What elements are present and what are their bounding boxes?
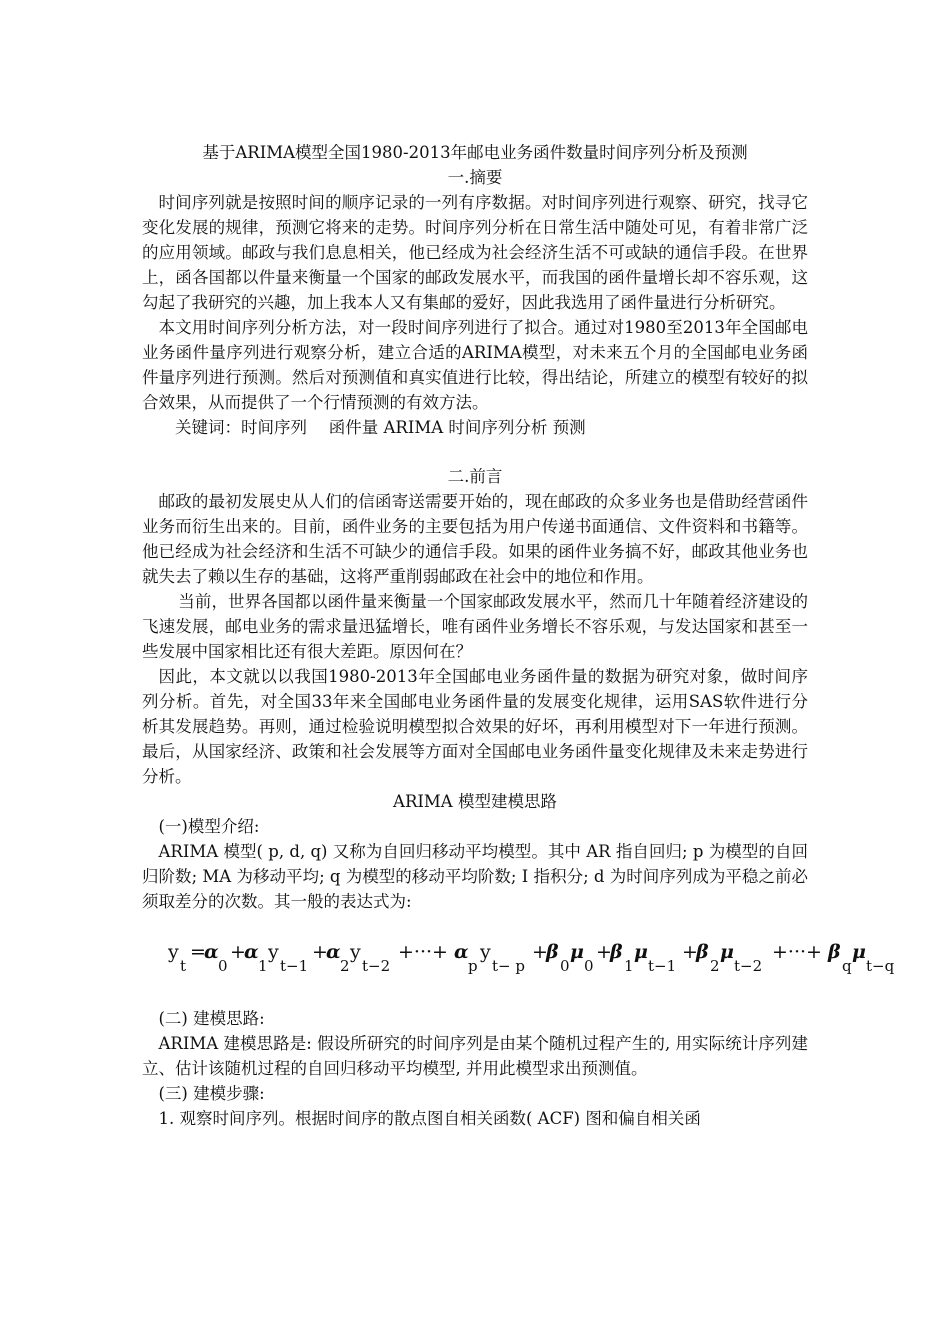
keywords-line: 关键词：时间序列 函件量 ARIMA 时间序列分析 预测	[175, 418, 586, 437]
f-y-1: y	[268, 941, 279, 963]
f-plus-3: +	[532, 941, 548, 963]
preface-paragraph-1: 邮政的最初发展史从人们的信函寄送需要开始的，现在邮政的众多业务也是借助经营函件业务而衍生出来的。目前，函件业务的主要包括为用户传递书面通信、文件资料和书籍等。他已经成为社会经济和生活不可缺少的通信手段。如果的函件业务搞不好，邮政其他业务也就失去了赖以生存的基础，这将严重削弱邮政在社会中的地位和作用。	[142, 492, 808, 586]
f-sub-tmp: t− p	[492, 957, 525, 975]
f-beta-0: β	[546, 941, 559, 963]
f-sub-tm1: t−1	[280, 957, 309, 975]
f-y-2: y	[350, 941, 361, 963]
f-plus-4: +	[596, 941, 612, 963]
f-dots-1: +···+	[398, 941, 448, 963]
f-sub-mtm2: t−2	[734, 957, 763, 975]
f-t: t	[180, 957, 187, 975]
model-intro-text: ARIMA 模型( p, d, q) 又称为自回归移动平均模型。其中 AR 指自回归; p 为模型的自回归阶数; MA 为移动平均; q 为模型的移动平均阶数; I 指积分; d 为时间序列成为平稳之前必须取差分的次数。其一般的表达式为:	[142, 842, 808, 911]
arima-formula	[168, 924, 908, 994]
f-dots-2: +···+	[772, 941, 822, 963]
abstract-paragraph-2: 本文用时间序列分析方法，对一段时间序列进行了拟合。通过对1980至2013年全国邮电业务函件量序列进行观察分析，建立合适的ARIMA模型，对未来五个月的全国邮电业务函件量序列进行预测。然后对预测值和真实值进行比较，得出结论，所建立的模型有较好的拟合效果，从而提供了一个行情预测的有效方法。	[142, 318, 808, 412]
document-title: 基于ARIMA模型全国1980-2013年邮电业务函件数量时间序列分析及预测	[202, 143, 748, 162]
f-sub-tm2: t−2	[362, 957, 391, 975]
f-sub-b0: 0	[560, 957, 570, 975]
preface-paragraph-2: 当前，世界各国都以函件量来衡量一个国家邮政发展水平，然而几十年随着经济建设的飞速发展，邮电业务的需求量迅猛增长，唯有函件业务增长不容乐观，与发达国家和甚至一些发展中国家相比还有很大差距。原因何在？	[142, 592, 808, 661]
model-approach-label: (二) 建模思路:	[158, 1009, 265, 1028]
f-sub-q: q	[842, 957, 852, 975]
preface-heading: 二.前言	[447, 467, 503, 486]
f-beta-1: β	[610, 941, 623, 963]
f-sub-p: p	[468, 957, 478, 975]
modeling-heading: ARIMA 模型建模思路	[393, 792, 557, 811]
f-y-p: y	[480, 941, 491, 963]
f-sub-m0: 0	[584, 957, 594, 975]
arima-formula-block	[142, 914, 895, 1006]
model-steps-label: (三) 建模步骤:	[158, 1084, 265, 1103]
f-mu-0: μ	[570, 941, 584, 963]
f-alpha-2: α	[326, 941, 341, 963]
f-sub-b1: 1	[624, 957, 634, 975]
f-sub-0: 0	[218, 957, 228, 975]
f-sub-mtm1: t−1	[648, 957, 677, 975]
section-spacer	[142, 440, 808, 464]
f-plus-5: +	[682, 941, 698, 963]
abstract-heading: 一.摘要	[447, 168, 503, 187]
f-mu-q: μ	[852, 941, 866, 963]
preface-paragraph-3: 因此，本文就以以我国1980-2013年全国邮电业务函件量的数据为研究对象，做时间序列分析。首先，对全国33年来全国邮电业务函件量的发展变化规律，运用SAS软件进行分析其发展趋势。再则，通过检验说明模型拟合效果的好坏，再利用模型对下一年进行预测。最后，从国家经济、政策和社会发展等方面对全国邮电业务函件量变化规律及未来走势进行分析。	[142, 667, 808, 786]
f-plus-2: +	[312, 941, 328, 963]
f-alpha-0: α	[204, 941, 219, 963]
f-sub-b2: 2	[710, 957, 720, 975]
f-alpha-1: α	[244, 941, 259, 963]
document-body	[142, 140, 895, 1131]
f-beta-2: β	[696, 941, 709, 963]
f-plus-1: +	[230, 941, 246, 963]
f-mu-2: μ	[720, 941, 734, 963]
f-y: y	[168, 941, 179, 963]
f-beta-q: β	[828, 941, 841, 963]
abstract-paragraph-1: 时间序列就是按照时间的顺序记录的一列有序数据。对时间序列进行观察、研究，找寻它变化发展的规律，预测它将来的走势。时间序列分析在日常生活中随处可见，有着非常广泛的应用领域。邮政与我们息息相关，他已经成为社会经济生活不可或缺的通信手段。在世界上，函各国都以件量来衡量一个国家的邮政发展水平，而我国的函件量增长却不容乐观，这勾起了我研究的兴趣，加上我本人又有集邮的爱好，因此我选用了函件量进行分析研究。	[142, 193, 808, 312]
f-mu-1: μ	[634, 941, 648, 963]
model-approach-text: ARIMA 建模思路是: 假设所研究的时间序列是由某个随机过程产生的, 用实际统计序列建立、估计该随机过程的自回归移动平均模型, 并用此模型求出预测值。	[142, 1034, 808, 1078]
f-eq: =	[190, 941, 206, 963]
f-alpha-p: α	[454, 941, 469, 963]
f-sub-mtmq: t−q	[866, 957, 895, 975]
f-sub-1: 1	[258, 957, 268, 975]
model-step-1: 1. 观察时间序列。根据时间序的散点图自相关函数( ACF) 图和偏自相关函	[158, 1109, 701, 1128]
model-intro-label: (一)模型介绍:	[158, 817, 260, 836]
f-sub-2: 2	[340, 957, 350, 975]
